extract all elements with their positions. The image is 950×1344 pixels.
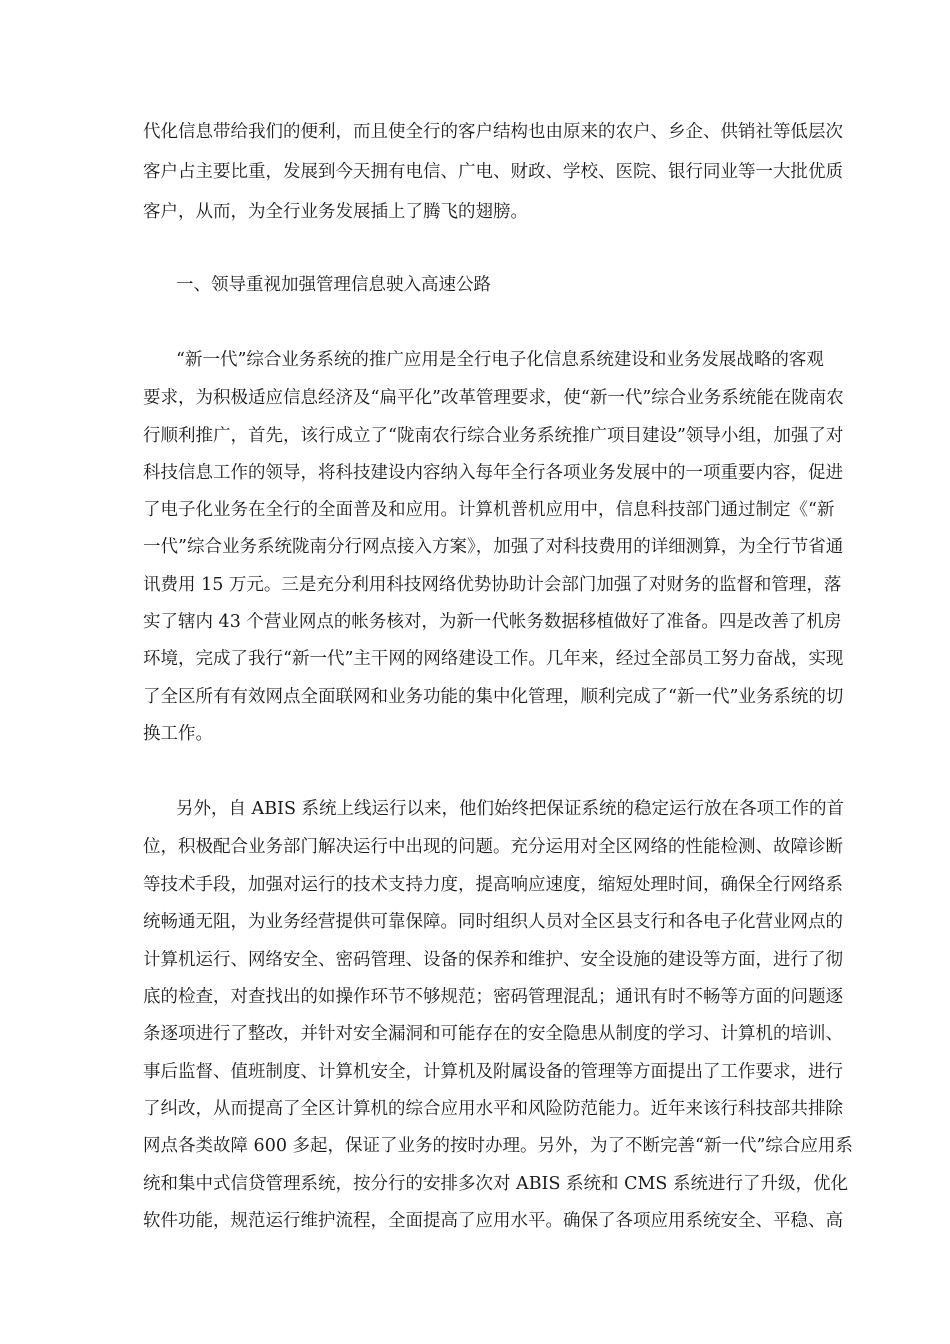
paragraph-line: 位，积极配合业务部门解决运行中出现的问题。充分运用对全区网络的性能检测、故障诊断 <box>143 837 843 857</box>
paragraph-line: 换工作。 <box>143 724 213 744</box>
paragraph-line: 要求，为积极适应信息经济及“扁平化”改革管理要求，使“新一代”综合业务系统能在陇南农 <box>143 388 844 408</box>
paragraph-line: 统畅通无阻，为业务经营提供可靠保障。同时组织人员对全区县支行和各电子化营业网点的 <box>143 912 843 932</box>
paragraph-line: 统和集中式信贷管理系统，按分行的安排多次对 ABIS 系统和 CMS 系统进行了升级，优化 <box>143 1174 848 1194</box>
section-heading: 一、领导重视加强管理信息驶入高速公路 <box>176 275 491 295</box>
paragraph-line: 底的检查，对查找出的如操作环节不够规范；密码管理混乱；通讯有时不畅等方面的问题逐 <box>143 987 843 1007</box>
paragraph-line: 了全区所有有效网点全面联网和业务功能的集中化管理，顺利完成了“新一代”业务系统的切 <box>143 687 844 707</box>
paragraph-line: “新一代”综合业务系统的推广应用是全行电子化信息系统建设和业务发展战略的客观 <box>176 350 824 370</box>
paragraph-line: 科技信息工作的领导，将科技建设内容纳入每年全行各项业务发展中的一项重要内容，促进 <box>143 463 843 483</box>
paragraph-line: 条逐项进行了整改，并针对安全漏洞和可能存在的安全隐患从制度的学习、计算机的培训、 <box>143 1024 843 1044</box>
paragraph-line: 一代”综合业务系统陇南分行网点接入方案》，加强了对科技费用的详细测算，为全行节省通 <box>143 537 844 557</box>
paragraph-line: 另外，自 ABIS 系统上线运行以来，他们始终把保证系统的稳定运行放在各项工作的首 <box>176 799 845 819</box>
paragraph-line: 事后监督、值班制度、计算机安全，计算机及附属设备的管理等方面提出了工作要求，进行 <box>143 1062 843 1082</box>
paragraph-line: 计算机运行、网络安全、密码管理、设备的保养和维护、安全设施的建设等方面，进行了彻 <box>143 950 843 970</box>
paragraph-line: 客户，从而，为全行业务发展插上了腾飞的翅膀。 <box>143 202 528 222</box>
paragraph-line: 等技术手段，加强对运行的技术支持力度，提高响应速度，缩短处理时间，确保全行网络系 <box>143 875 843 895</box>
paragraph-line: 行顺利推广，首先，该行成立了“陇南农行综合业务系统推广项目建设”领导小组，加强了对 <box>143 426 844 446</box>
paragraph-line: 了纠改，从而提高了全区计算机的综合应用水平和风险防范能力。近年来该行科技部共排除 <box>143 1099 843 1119</box>
paragraph-line: 客户占主要比重，发展到今天拥有电信、广电、财政、学校、医院、银行同业等一大批优质 <box>143 162 843 182</box>
paragraph-line: 实了辖内 43 个营业网点的帐务核对，为新一代帐务数据移植做好了准备。四是改善了机房 <box>143 612 842 632</box>
paragraph-line: 了电子化业务在全行的全面普及和应用。计算机普机应用中，信息科技部门通过制定《“新 <box>143 500 835 520</box>
paragraph-line: 环境，完成了我行“新一代”主干网的网络建设工作。几年来，经过全部员工努力奋战，实现 <box>143 649 844 669</box>
paragraph-line: 讯费用 15 万元。三是充分利用科技网络优势协助计会部门加强了对财务的监督和管理，落 <box>143 575 842 595</box>
paragraph-line: 软件功能，规范运行维护流程，全面提高了应用水平。确保了各项应用系统安全、平稳、高 <box>143 1211 843 1231</box>
paragraph-line: 网点各类故障 600 多起，保证了业务的按时办理。另外，为了不断完善“新一代”综合应用系 <box>143 1136 853 1156</box>
paragraph-line: 代化信息带给我们的便利，而且使全行的客户结构也由原来的农户、乡企、供销社等低层次 <box>143 122 843 142</box>
